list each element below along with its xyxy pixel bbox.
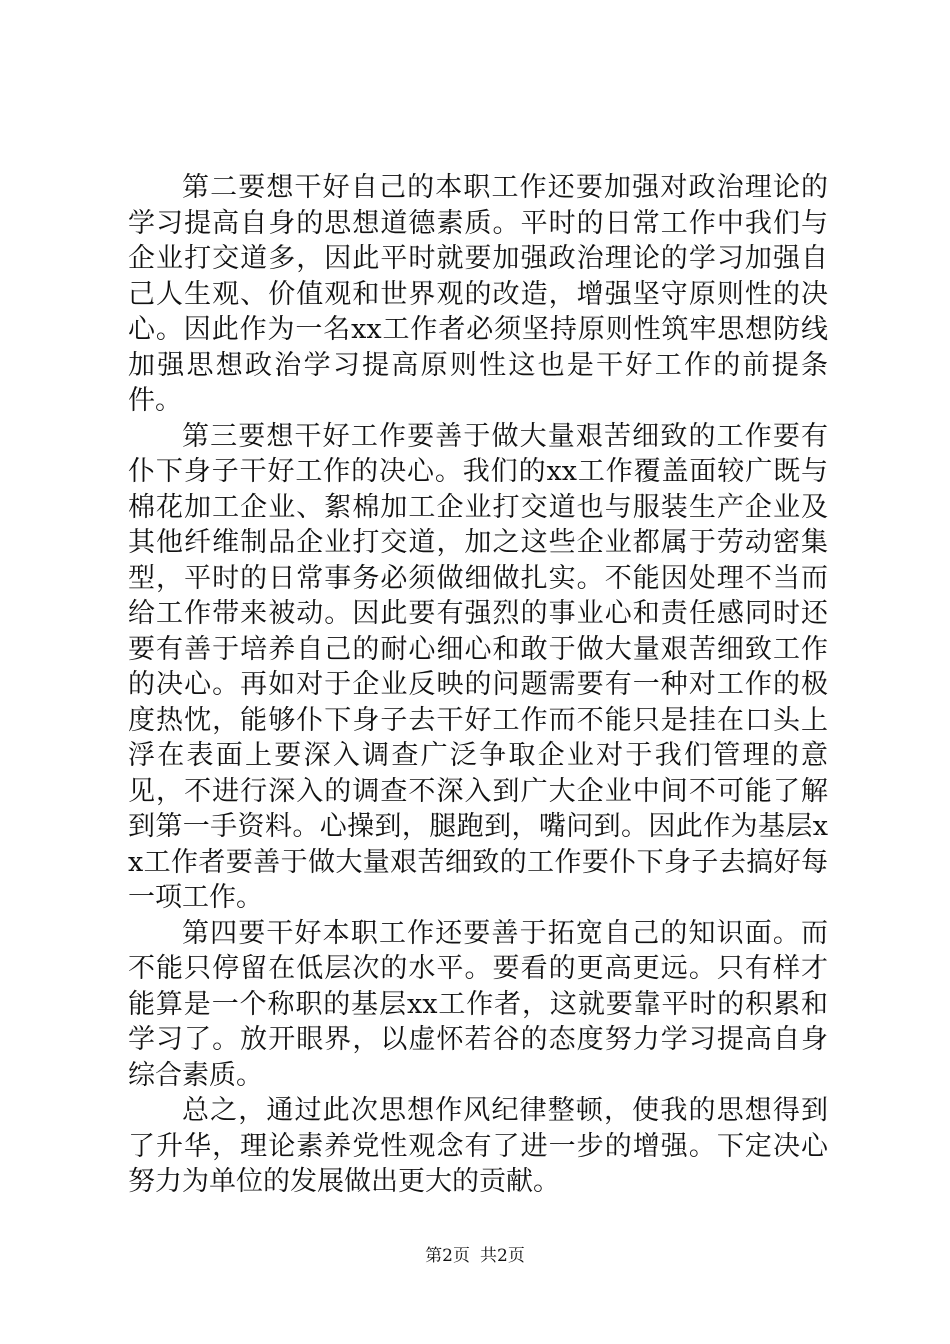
- page-number-current: 第2页: [425, 1246, 470, 1266]
- paragraph-3: 第三要想干好工作要善于做大量艰苦细致的工作要有仆下身子干好工作的决心。我们的xx工作覆盖面较广既与棉花加工企业、絮棉加工企业打交道也与服装生产企业及其他纤维制品企业打交道，加之这些企业都属于劳动密集型，平时的日常事务必须做细做扎实。不能因处理不当而给工作带来被动。因此要有强烈的事业心和责任感同时还要有善于培养自己的耐心细心和敢于做大量艰苦细致工作的决心。再如对于企业反映的问题需要有一种对工作的极度热忱，能够仆下身子去干好工作而不能只是挂在口头上浮在表面上要深入调查广泛争取企业对于我们管理的意见，不进行深入的调查不深入到广大企业中间不可能了解到第一手资料。心操到，腿跑到，嘴问到。因此作为基层xx工作者要善于做大量艰苦细致的工作要仆下身子去搞好每一项工作。: [128, 420, 828, 913]
- page-footer: [0, 1245, 950, 1267]
- page-number-total: 共2页: [480, 1246, 525, 1266]
- document-body: [128, 170, 828, 1200]
- paragraph-conclusion: 总之，通过此次思想作风纪律整顿，使我的思想得到了升华，理论素养党性观念有了进一步的增强。下定决心努力为单位的发展做出更大的贡献。: [128, 1095, 828, 1197]
- paragraph-2: 第二要想干好自己的本职工作还要加强对政治理论的学习提高自身的思想道德素质。平时的日常工作中我们与企业打交道多，因此平时就要加强政治理论的学习加强自己人生观、价值观和世界观的改造，增强坚守原则性的决心。因此作为一名xx工作者必须坚持原则性筑牢思想防线加强思想政治学习提高原则性这也是干好工作的前提条件。: [128, 172, 828, 416]
- paragraph-4: 第四要干好本职工作还要善于拓宽自己的知识面。而不能只停留在低层次的水平。要看的更高更远。只有样才能算是一个称职的基层xx工作者，这就要靠平时的积累和学习了。放开眼界，以虚怀若谷的态度努力学习提高自身综合素质。: [128, 917, 828, 1091]
